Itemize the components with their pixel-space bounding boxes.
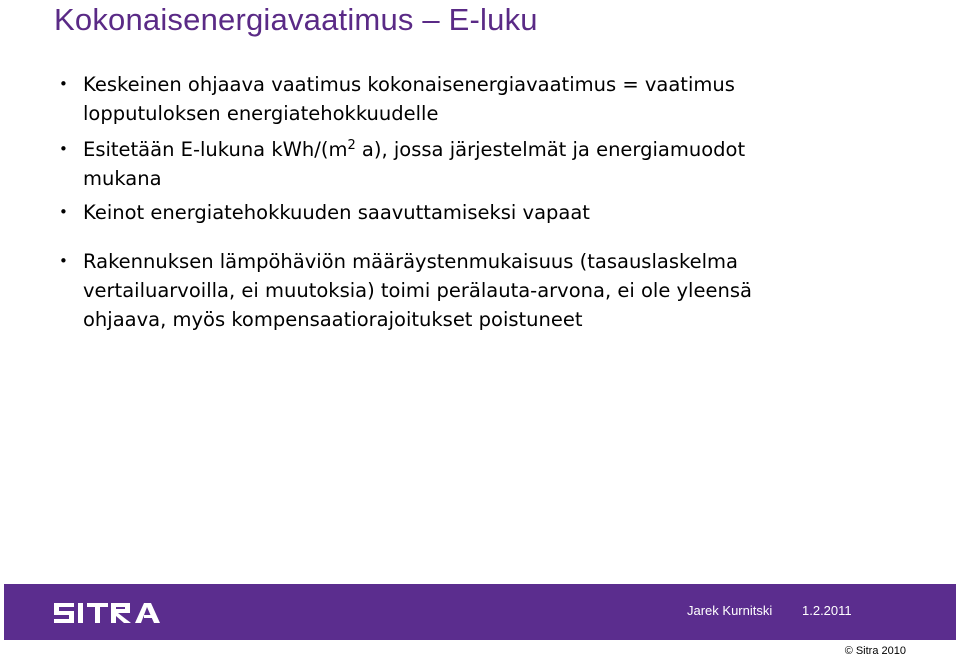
copyright-text: © Sitra 2010 [844,645,906,657]
bullet-item [58,198,938,227]
bullet-text [83,135,938,164]
bullet-text: Rakennuksen lämpöhäviön määräystenmukaisuus (tasauslaskelma [83,250,738,273]
bullet-text: Keskeinen ohjaava vaatimus kokonaisenergiavaatimus = vaatimus [83,73,735,96]
footer-date: 1.2.2011 [802,603,852,618]
bullet-text: vertailuarvoilla, ei muutoksia) toimi perälauta-arvona, ei ole yleensä [83,279,752,302]
bullet-dot-icon: • [59,140,68,158]
bullet-item [58,70,938,128]
bullet-dot-icon: • [59,75,68,93]
bullet-text-part: a), jossa järjestelmät ja energiamuodot [355,138,746,161]
superscript: 2 [347,138,356,153]
sitra-logo [52,599,174,627]
bullet-item [58,247,938,334]
bullet-text: lopputuloksen energiatehokkuudelle [83,102,439,125]
bullet-dot-icon: • [59,252,68,270]
bullet-text: mukana [83,167,162,190]
footer-author: Jarek Kurnitski [687,603,773,618]
bullet-list [58,70,938,334]
bullet-text-part: Esitetään E-lukuna kWh/(m [83,138,348,161]
bullet-text: Keinot energiatehokkuuden saavuttamiseksi vapaat [83,201,590,224]
bullet-text: ohjaava, myös kompensaatiorajoitukset poistuneet [83,308,583,331]
bullet-dot-icon: • [59,203,68,221]
bullet-item [58,135,938,193]
slide-title: Kokonaisenergiavaatimus – E-luku [54,2,538,37]
